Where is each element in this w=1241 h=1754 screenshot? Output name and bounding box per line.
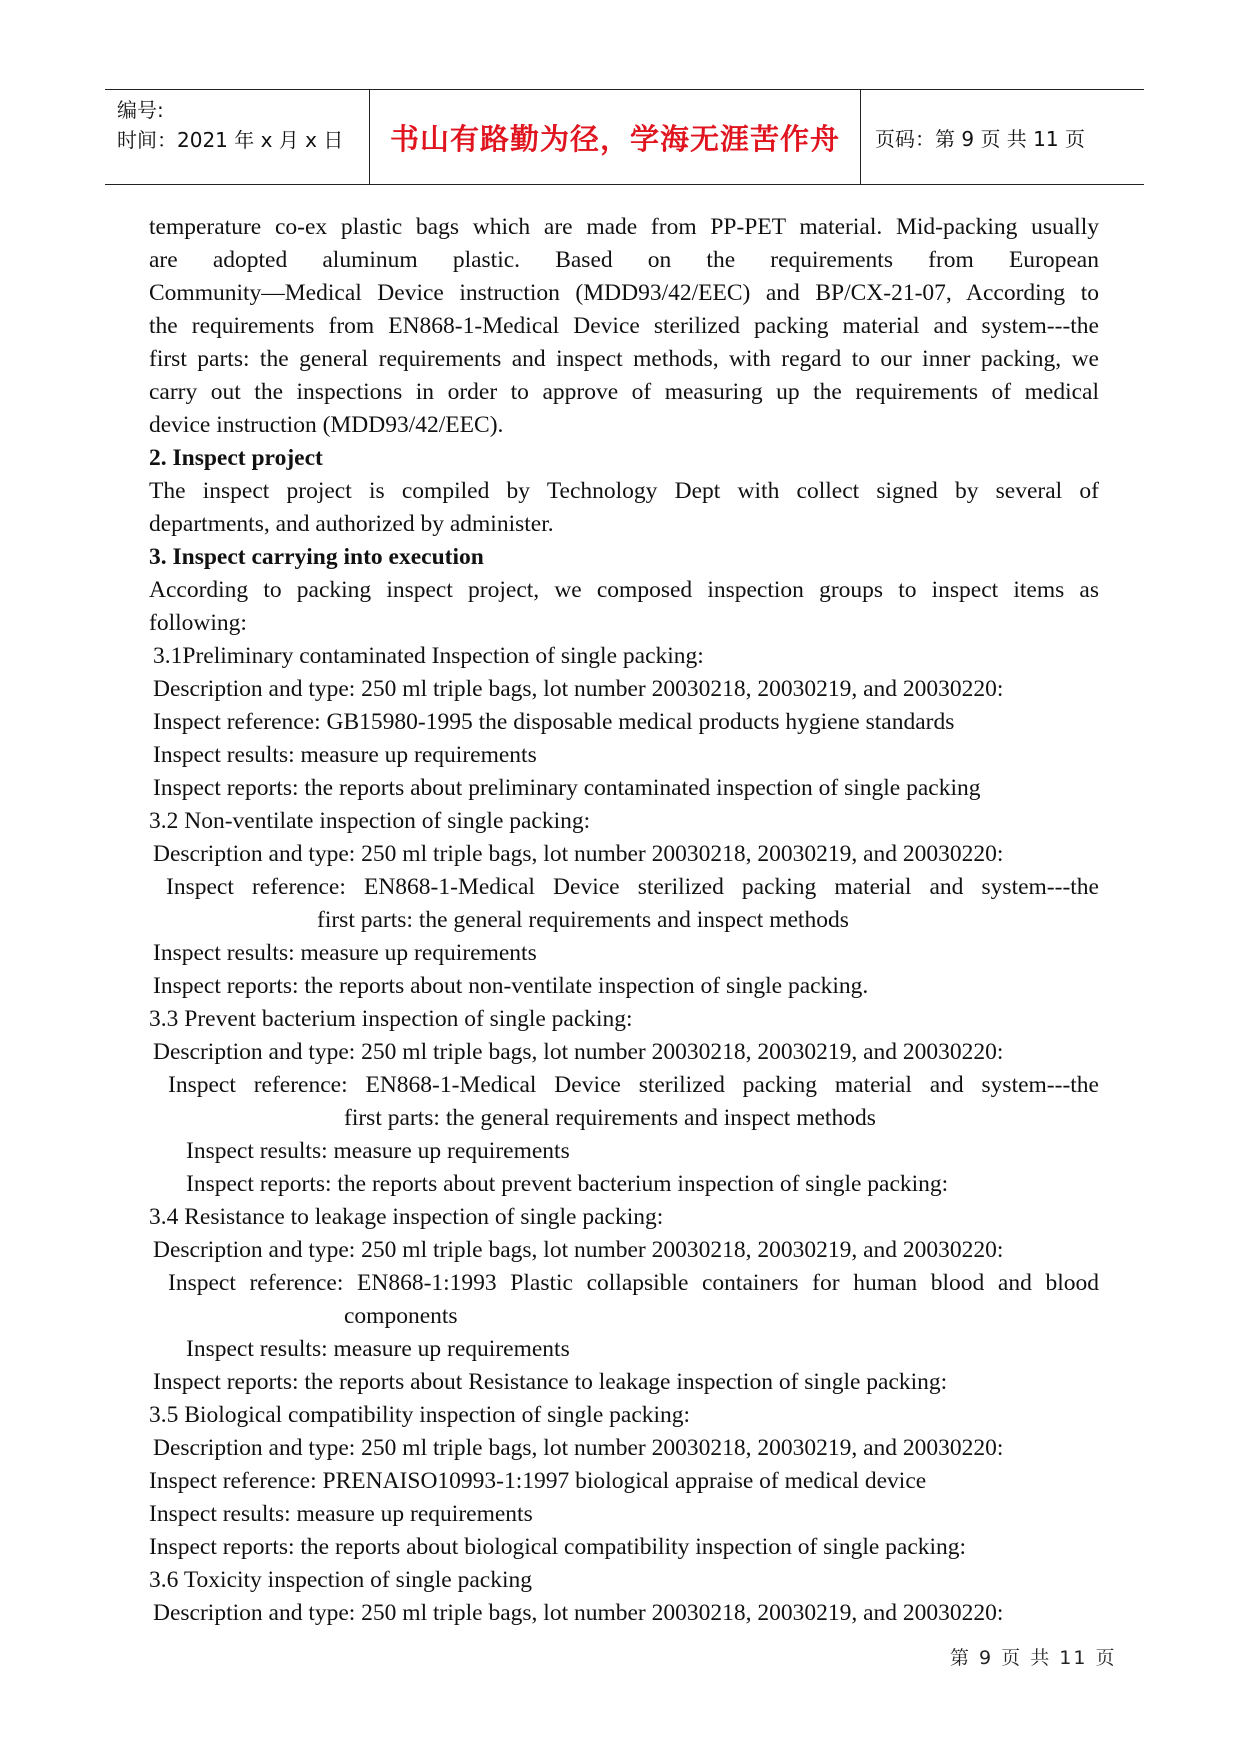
- s33-reports: Inspect reports: the reports about prevent bacterium inspection of single packing:: [186, 1171, 949, 1197]
- header-page-cell: [861, 90, 1144, 184]
- header-info-cell: [105, 90, 370, 184]
- intro-line-3: Community—Medical Device instruction (MDD93/42/EEC) and BP/CX-21-07, According to: [149, 280, 1099, 306]
- s32-reports: Inspect reports: the reports about non-ventilate inspection of single packing.: [153, 973, 869, 999]
- intro-line-7: device instruction (MDD93/42/EEC).: [149, 412, 504, 438]
- s33-title: 3.3 Prevent bacterium inspection of single packing:: [149, 1006, 633, 1032]
- section-3-line-2: following:: [149, 610, 247, 636]
- s31-title: 3.1Preliminary contaminated Inspection of single packing:: [153, 643, 704, 669]
- section-3-heading: 3. Inspect carrying into execution: [149, 544, 484, 570]
- s34-title: 3.4 Resistance to leakage inspection of single packing:: [149, 1204, 664, 1230]
- s32-reference-2: first parts: the general requirements and inspect methods: [317, 907, 849, 933]
- section-3-line-1: According to packing inspect project, we composed inspection groups to inspect items as: [149, 577, 1099, 603]
- s34-description: Description and type: 250 ml triple bags, lot number 20030218, 20030219, and 20030220:: [153, 1237, 1004, 1263]
- s32-results: Inspect results: measure up requirements: [153, 940, 537, 966]
- s31-results: Inspect results: measure up requirements: [153, 742, 537, 768]
- s34-reference-2: components: [344, 1303, 458, 1329]
- intro-line-1: temperature co-ex plastic bags which are made from PP-PET material. Mid-packing usually: [149, 214, 1099, 240]
- s35-description: Description and type: 250 ml triple bags, lot number 20030218, 20030219, and 20030220:: [153, 1435, 1004, 1461]
- s35-reference: Inspect reference: PRENAISO10993-1:1997 biological appraise of medical device: [149, 1468, 927, 1494]
- section-2-line-2: departments, and authorized by administer.: [149, 511, 554, 537]
- s35-title: 3.5 Biological compatibility inspection of single packing:: [149, 1402, 691, 1428]
- s36-description: Description and type: 250 ml triple bags, lot number 20030218, 20030219, and 20030220:: [153, 1600, 1004, 1626]
- page-header: [105, 89, 1144, 185]
- s32-title: 3.2 Non-ventilate inspection of single packing:: [149, 808, 591, 834]
- document-number-label: 编号:: [117, 98, 164, 122]
- intro-line-2: are adopted aluminum plastic. Based on the requirements from European: [149, 247, 1099, 273]
- s31-reports: Inspect reports: the reports about preliminary contaminated inspection of single packing: [153, 775, 981, 801]
- s31-description: Description and type: 250 ml triple bags, lot number 20030218, 20030219, and 20030220:: [153, 676, 1004, 702]
- s32-reference-1: Inspect reference: EN868-1-Medical Device sterilized packing material and system---the: [166, 874, 1099, 900]
- s34-reference-1: Inspect reference: EN868-1:1993 Plastic collapsible containers for human blood and blood: [168, 1270, 1099, 1296]
- intro-line-4: the requirements from EN868-1-Medical Device sterilized packing material and system---the: [149, 313, 1099, 339]
- intro-line-6: carry out the inspections in order to approve of measuring up the requirements of medical: [149, 379, 1099, 405]
- s34-results: Inspect results: measure up requirements: [186, 1336, 570, 1362]
- s33-results: Inspect results: measure up requirements: [186, 1138, 570, 1164]
- header-motto-cell: [370, 90, 861, 184]
- s33-reference-1: Inspect reference: EN868-1-Medical Device sterilized packing material and system---the: [168, 1072, 1099, 1098]
- s33-description: Description and type: 250 ml triple bags, lot number 20030218, 20030219, and 20030220:: [153, 1039, 1004, 1065]
- s36-title: 3.6 Toxicity inspection of single packing: [149, 1567, 532, 1593]
- s31-reference: Inspect reference: GB15980-1995 the disposable medical products hygiene standards: [153, 709, 955, 735]
- page-footer: 第 9 页 共 11 页: [950, 1647, 1117, 1669]
- section-2-line-1: The inspect project is compiled by Technology Dept with collect signed by several of: [149, 478, 1099, 504]
- header-page-number: 页码：第 9 页 共 11 页: [875, 126, 1085, 151]
- s33-reference-2: first parts: the general requirements and inspect methods: [344, 1105, 876, 1131]
- s32-description: Description and type: 250 ml triple bags, lot number 20030218, 20030219, and 20030220:: [153, 841, 1004, 867]
- s34-reports: Inspect reports: the reports about Resistance to leakage inspection of single packing:: [153, 1369, 948, 1395]
- s35-reports: Inspect reports: the reports about biological compatibility inspection of single packing:: [149, 1534, 967, 1560]
- intro-line-5: first parts: the general requirements and inspect methods, with regard to our inner packing, we: [149, 346, 1099, 372]
- document-time-label: 时间：2021 年 x 月 x 日: [117, 128, 344, 152]
- section-2-heading: 2. Inspect project: [149, 445, 323, 471]
- header-motto: 书山有路勤为径，学海无涯苦作舟: [389, 121, 840, 156]
- s35-results: Inspect results: measure up requirements: [149, 1501, 533, 1527]
